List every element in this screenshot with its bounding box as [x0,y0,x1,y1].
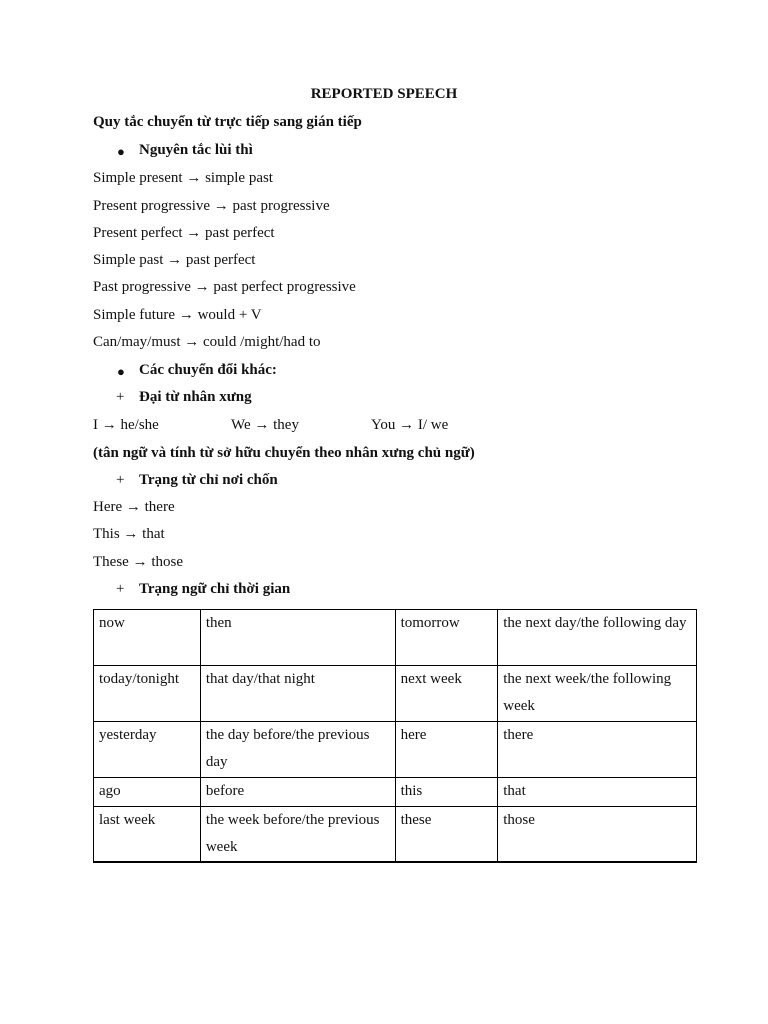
table-row [94,722,697,778]
table-cell: tomorrow [395,610,498,666]
table-cell: then [200,610,395,666]
table-cell: today/tonight [94,666,201,722]
tense-rule: Simple future → would + V [93,307,262,323]
place-rule: These → those [93,554,183,570]
plus-icon: + [116,389,125,405]
tense-rule: Present perfect → past perfect [93,225,275,241]
tense-rule: Simple past → past perfect [93,252,256,268]
table-cell: here [395,722,498,778]
table-cell: the day before/the previous day [200,722,395,778]
table-cell: before [200,778,395,807]
table-row [94,610,697,666]
table-cell: yesterday [94,722,201,778]
table-row [94,666,697,722]
place-rule: This → that [93,526,165,542]
bullet-icon: ● [117,144,125,159]
table-cell: this [395,778,498,807]
tense-rule: Present progressive → past progressive [93,198,330,214]
section-heading-other: Các chuyển đổi khác: [139,362,277,378]
table-cell: these [395,807,498,863]
section-heading-tense: Nguyên tắc lùi thì [139,142,253,158]
document-subtitle: Quy tắc chuyển từ trực tiếp sang gián tiếp [93,114,362,130]
subheading-time: Trạng ngữ chỉ thời gian [139,581,291,597]
table-cell: ago [94,778,201,807]
tense-rule: Can/may/must → could /might/had to [93,334,321,350]
table-cell: there [498,722,697,778]
table-cell: now [94,610,201,666]
tense-rule: Past progressive → past perfect progressive [93,279,356,295]
plus-icon: + [116,581,125,597]
table-row [94,778,697,807]
table-cell: those [498,807,697,863]
subheading-place: Trạng từ chỉ nơi chốn [139,472,278,488]
time-adverb-table [93,609,697,863]
table-cell: that day/that night [200,666,395,722]
table-row [94,807,697,863]
tense-rule: Simple present → simple past [93,170,273,186]
table-cell: that [498,778,697,807]
pronoun-rule: We → they [231,417,299,433]
bullet-icon: ● [117,364,125,379]
table-cell: the next day/the following day [498,610,697,666]
table-cell: last week [94,807,201,863]
document-title: REPORTED SPEECH [310,86,458,102]
table-cell: the next week/the following week [498,666,697,722]
table-cell: next week [395,666,498,722]
pronoun-rule: You → I/ we [371,417,449,433]
plus-icon: + [116,472,125,488]
place-rule: Here → there [93,499,175,515]
pronoun-note: (tân ngữ và tính từ sở hữu chuyển theo nhân xưng chủ ngữ) [93,445,475,461]
subheading-pronouns: Đại từ nhân xưng [139,389,252,405]
pronoun-rule: I → he/she [93,417,159,433]
table-cell: the week before/the previous week [200,807,395,863]
